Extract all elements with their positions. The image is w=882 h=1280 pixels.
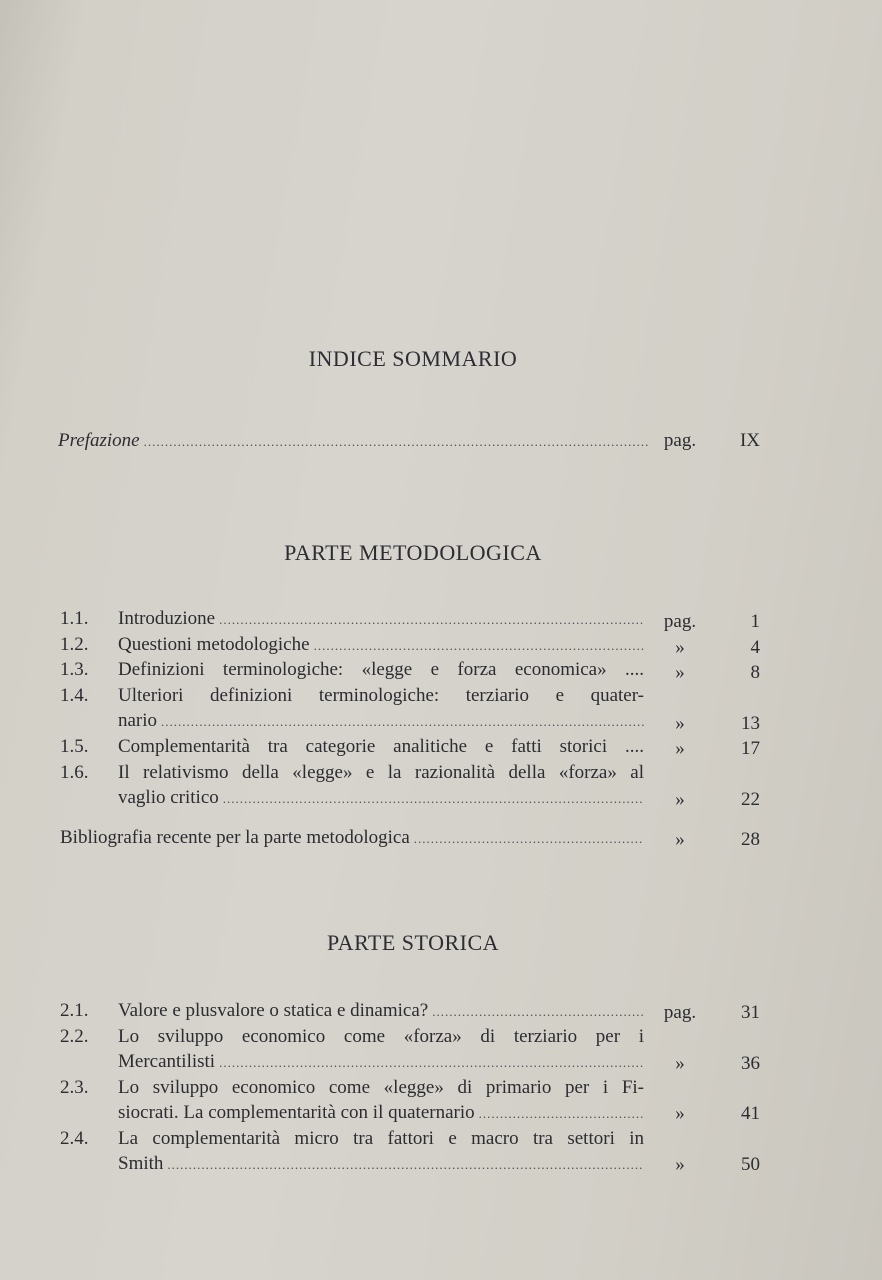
entry-label-line: Mercantilisti <box>118 1051 216 1072</box>
page-marker: » <box>675 789 685 810</box>
page-marker: » <box>675 1103 685 1124</box>
page-title: INDICE SOMMARIO <box>308 346 518 371</box>
page-marker: » <box>675 662 685 683</box>
entry-label: Complementarità tra categorie analitiche e fatti storici .... <box>118 736 644 757</box>
page-marker: pag. <box>663 430 697 451</box>
page-number: 22 <box>741 789 760 810</box>
page-number: 8 <box>750 662 760 683</box>
page-number: 28 <box>741 829 760 850</box>
entry-number: 1.6. <box>60 762 89 783</box>
leader-dots <box>432 999 644 1024</box>
section-heading-storica: PARTE STORICA <box>326 930 500 955</box>
page-marker: » <box>675 738 685 759</box>
entry-label-line: Smith <box>118 1153 164 1174</box>
entry-number: 1.3. <box>60 659 89 680</box>
page-marker: » <box>675 1154 685 1175</box>
entry-label-line: Lo sviluppo economico come «forza» di terziario per i <box>118 1026 644 1047</box>
page-number: 50 <box>741 1154 760 1175</box>
page-number: 4 <box>750 637 760 658</box>
entry-label: Bibliografia recente per la parte metodologica <box>60 827 410 848</box>
entry-label-line: Il relativismo della «legge» e la razionalità della «forza» al <box>118 762 644 783</box>
leader-dots <box>167 1152 644 1177</box>
section-heading-metodologica: PARTE METODOLOGICA <box>284 540 542 565</box>
leader-dots <box>414 826 644 851</box>
page-marker: » <box>675 713 685 734</box>
leader-dots <box>161 709 644 734</box>
entry-label-line: Lo sviluppo economico come «legge» di primario per i Fi- <box>118 1077 644 1098</box>
entry-number: 2.3. <box>60 1077 89 1098</box>
page-marker: pag. <box>663 611 697 632</box>
page-number: 41 <box>741 1103 760 1124</box>
page-number: 17 <box>741 738 760 759</box>
entry-label-line: nario <box>118 710 158 731</box>
leader-dots <box>144 429 648 454</box>
entry-label-line: vaglio critico <box>118 787 219 808</box>
entry-label-line: Ulteriori definizioni terminologiche: terziario e quater- <box>118 685 644 706</box>
entry-label: Questioni metodologiche <box>118 634 310 655</box>
page-number: 36 <box>741 1053 760 1074</box>
page-marker: pag. <box>663 1002 697 1023</box>
leader-dots <box>314 633 644 658</box>
entry-number: 2.1. <box>60 1000 89 1021</box>
entry-number: 1.4. <box>60 685 89 706</box>
entry-number: 1.5. <box>60 736 89 757</box>
entry-label: Introduzione <box>118 608 216 629</box>
page-marker: » <box>675 1053 685 1074</box>
page-number: 31 <box>741 1002 760 1023</box>
entry-number: 2.2. <box>60 1026 89 1047</box>
page-number: 1 <box>750 611 760 632</box>
page-number: IX <box>739 430 760 451</box>
page-marker: » <box>675 637 685 658</box>
leader-dots <box>219 607 644 632</box>
leader-dots <box>479 1101 644 1126</box>
leader-dots <box>219 1050 644 1075</box>
entry-label: Definizioni terminologiche: «legge e forza economica» .... <box>118 659 644 680</box>
entry-number: 1.1. <box>60 608 89 629</box>
page-number: 13 <box>741 713 760 734</box>
entry-label: Prefazione <box>58 430 140 451</box>
entry-label: Valore e plusvalore o statica e dinamica? <box>118 1000 429 1021</box>
entry-number: 2.4. <box>60 1128 89 1149</box>
leader-dots <box>223 786 644 811</box>
page-marker: » <box>675 829 685 850</box>
entry-number: 1.2. <box>60 634 89 655</box>
entry-label-line: siocrati. La complementarità con il quaternario <box>118 1102 475 1123</box>
entry-label-line: La complementarità micro tra fattori e macro tra settori in <box>118 1128 644 1149</box>
